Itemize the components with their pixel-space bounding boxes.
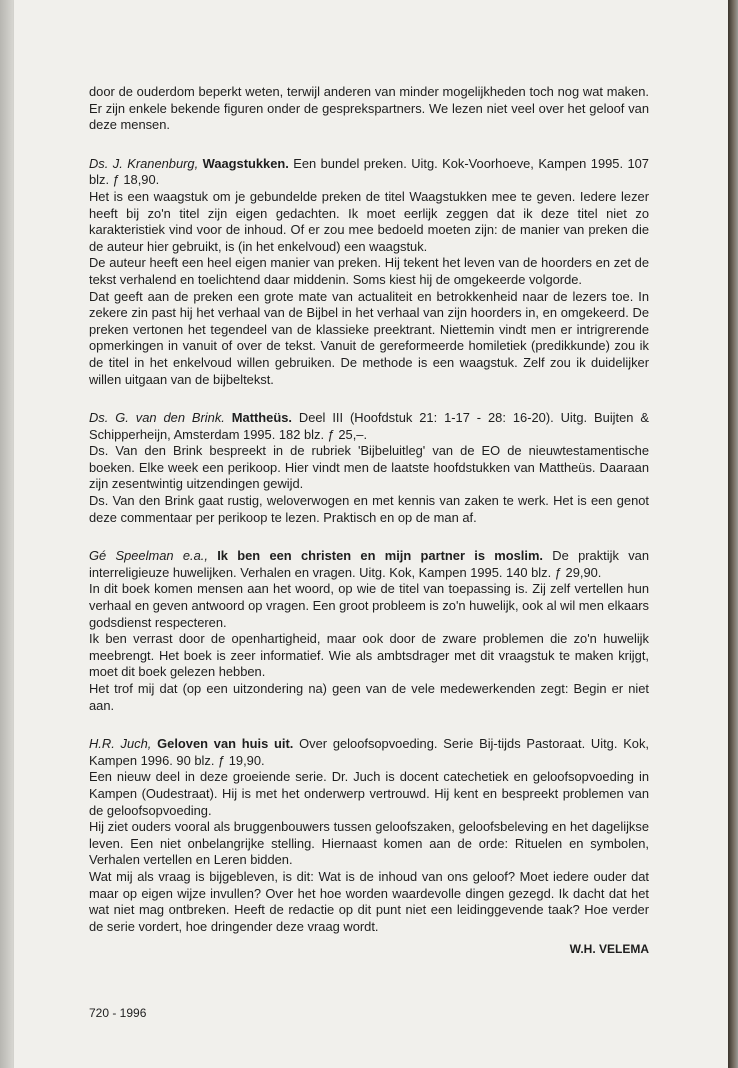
page-footer: 720 - 1996 [89,1006,147,1020]
review-paragraph: Een nieuw deel in deze groeiende serie. Dr. Juch is docent catechetiek en geloofsopvoeding in Kampen (Oudestraat). Hij is met het onderwerp vertrouwd. Hij kent en bespreekt problemen van de geloofsopvoeding. [89,769,649,818]
review-van-den-brink [89,410,649,526]
review-publication-info: Deel III (Hoofdstuk 21: 1-17 - 28: 16-20). Uitg. Buijten & Schipperheijn, Amsterdam 1995. 182 blz. ƒ 25,–. [89,410,649,442]
intro-paragraph: door de ouderdom beperkt weten, terwijl anderen van minder mogelijkheden toch nog wat maken. Er zijn enkele bekende figuren onder de gesprekspartners. We lezen niet veel over het geloof van deze mensen. [89,84,649,133]
review-title: Geloven van huis uit. [157,736,294,752]
review-title: Waagstukken. [202,155,289,171]
review-paragraph: Dat geeft aan de preken een grote mate van actualiteit en betrokkenheid naar de lezers toe. In zekere zin past hij het verhaal van de Bijbel in het verhaal van zijn hoorders in, en omgekeerd. De preken vertonen het tegendeel van de klassieke preektrant. Niettemin vindt men er intrigrerende opmerkingen in vanuit of over de tekst. Vanuit de gereformeerde homiletiek (predikkunde) zou ik de titel in het enkelvoud willen gebruiken. De methode is een waagstuk. Zelf zou ik duidelijker willen uitgaan van de bijbeltekst. [89,288,649,387]
review-author: H.R. Juch, [89,736,152,752]
review-kranenburg [89,156,649,388]
review-paragraph: In dit boek komen mensen aan het woord, op wie de titel van toepassing is. Zij zelf vertellen hun verhaal en geven antwoord op vragen. Een groot probleem is zo'n huwelijk, ook al wil men elkaars godsdienst respecteren. [89,581,649,630]
book-spine-edge [728,0,738,1068]
review-paragraph: Ds. Van den Brink bespreekt in de rubriek 'Bijbeluitleg' van de EO de nieuwtestamentische boeken. Elke week een perikoop. Hier vindt men de laatste hoofdstukken van Mattheüs. Daaraan zijn zesentwintig uitzendingen gewijd. [89,443,649,492]
scan-left-edge [0,0,14,1068]
review-heading [89,410,649,443]
review-paragraph: De auteur heeft een heel eigen manier van preken. Hij tekent het leven van de hoorders en zet de tekst verhalend en toelichtend daar middenin. Soms kiest hij de omgekeerde volgorde. [89,255,649,287]
review-paragraph: Het is een waagstuk om je gebundelde preken de titel Waagstukken mee te geven. Iedere lezer heeft bij zo'n titel zijn eigen gedachten. Ik moet eerlijk zeggen dat ik deze titel niet zo karakteristiek vind voor de inhoud. Of er zou mee bedoeld moeten zijn: de manier van preken die de auteur hier gebruikt, is (in het enkelvoud) een waagstuk. [89,188,649,254]
review-publication-info: De praktijk van interreligieuze huwelijken. Verhalen en vragen. Uitg. Kok, Kampen 1995. 140 blz. ƒ 29,90. [89,548,649,580]
page-content [89,84,649,958]
review-title: Ik ben een christen en mijn partner is moslim. [217,548,544,564]
review-paragraph: Wat mij als vraag is bijgebleven, is dit: Wat is de inhoud van ons geloof? Moet iedere ouder dat maar op eigen wijze invullen? Over het hoe worden waardevolle dingen gezegd. Ik dacht dat het wat niet mag ontbreken. Heeft de redactie op dit punt niet een leidinggevende taak? Hoe verder de serie vordert, hoe dringender deze vraag wordt. [89,868,649,934]
review-publication-info: Over geloofsopvoeding. Serie Bij-tijds Pastoraat. Uitg. Kok, Kampen 1996. 90 blz. ƒ 19,90. [89,736,649,768]
review-author: Gé Speelman e.a., [89,548,208,564]
review-heading [89,156,649,189]
review-title: Mattheüs. [231,410,292,426]
review-heading [89,736,649,769]
review-author: Ds. J. Kranenburg, [89,155,199,171]
review-juch [89,736,649,935]
review-paragraph: Ds. Van den Brink gaat rustig, weloverwogen en met kennis van zaken te werk. Het is een genot deze commentaar per perikoop te lezen. Praktisch en op de man af. [89,493,649,525]
reviewer-signature: W.H. VELEMA [569,942,649,957]
review-author: Ds. G. van den Brink. [89,410,225,426]
review-paragraph: Hij ziet ouders vooral als bruggenbouwers tussen geloofszaken, geloofsbeleving en het dagelijkse leven. Een niet onbelangrijke stelling. Hiernaast komen aan de orde: Rituelen en symbolen, Verhalen vertellen en Leren bidden. [89,819,649,868]
review-speelman [89,548,649,714]
review-publication-info: Een bundel preken. Uitg. Kok-Voorhoeve, Kampen 1995. 107 blz. ƒ 18,90. [89,155,649,188]
review-paragraph: Het trof mij dat (op een uitzondering na) geen van de vele medewerkenden zegt: Begin er niet aan. [89,681,649,713]
review-heading [89,548,649,581]
review-paragraph: Ik ben verrast door de openhartigheid, maar ook door de zware problemen die zo'n huwelijk meebrengt. Het boek is zeer informatief. Wie als ambtsdrager met dit vraagstuk te maken krijgt, moet dit boek gelezen hebben. [89,631,649,680]
